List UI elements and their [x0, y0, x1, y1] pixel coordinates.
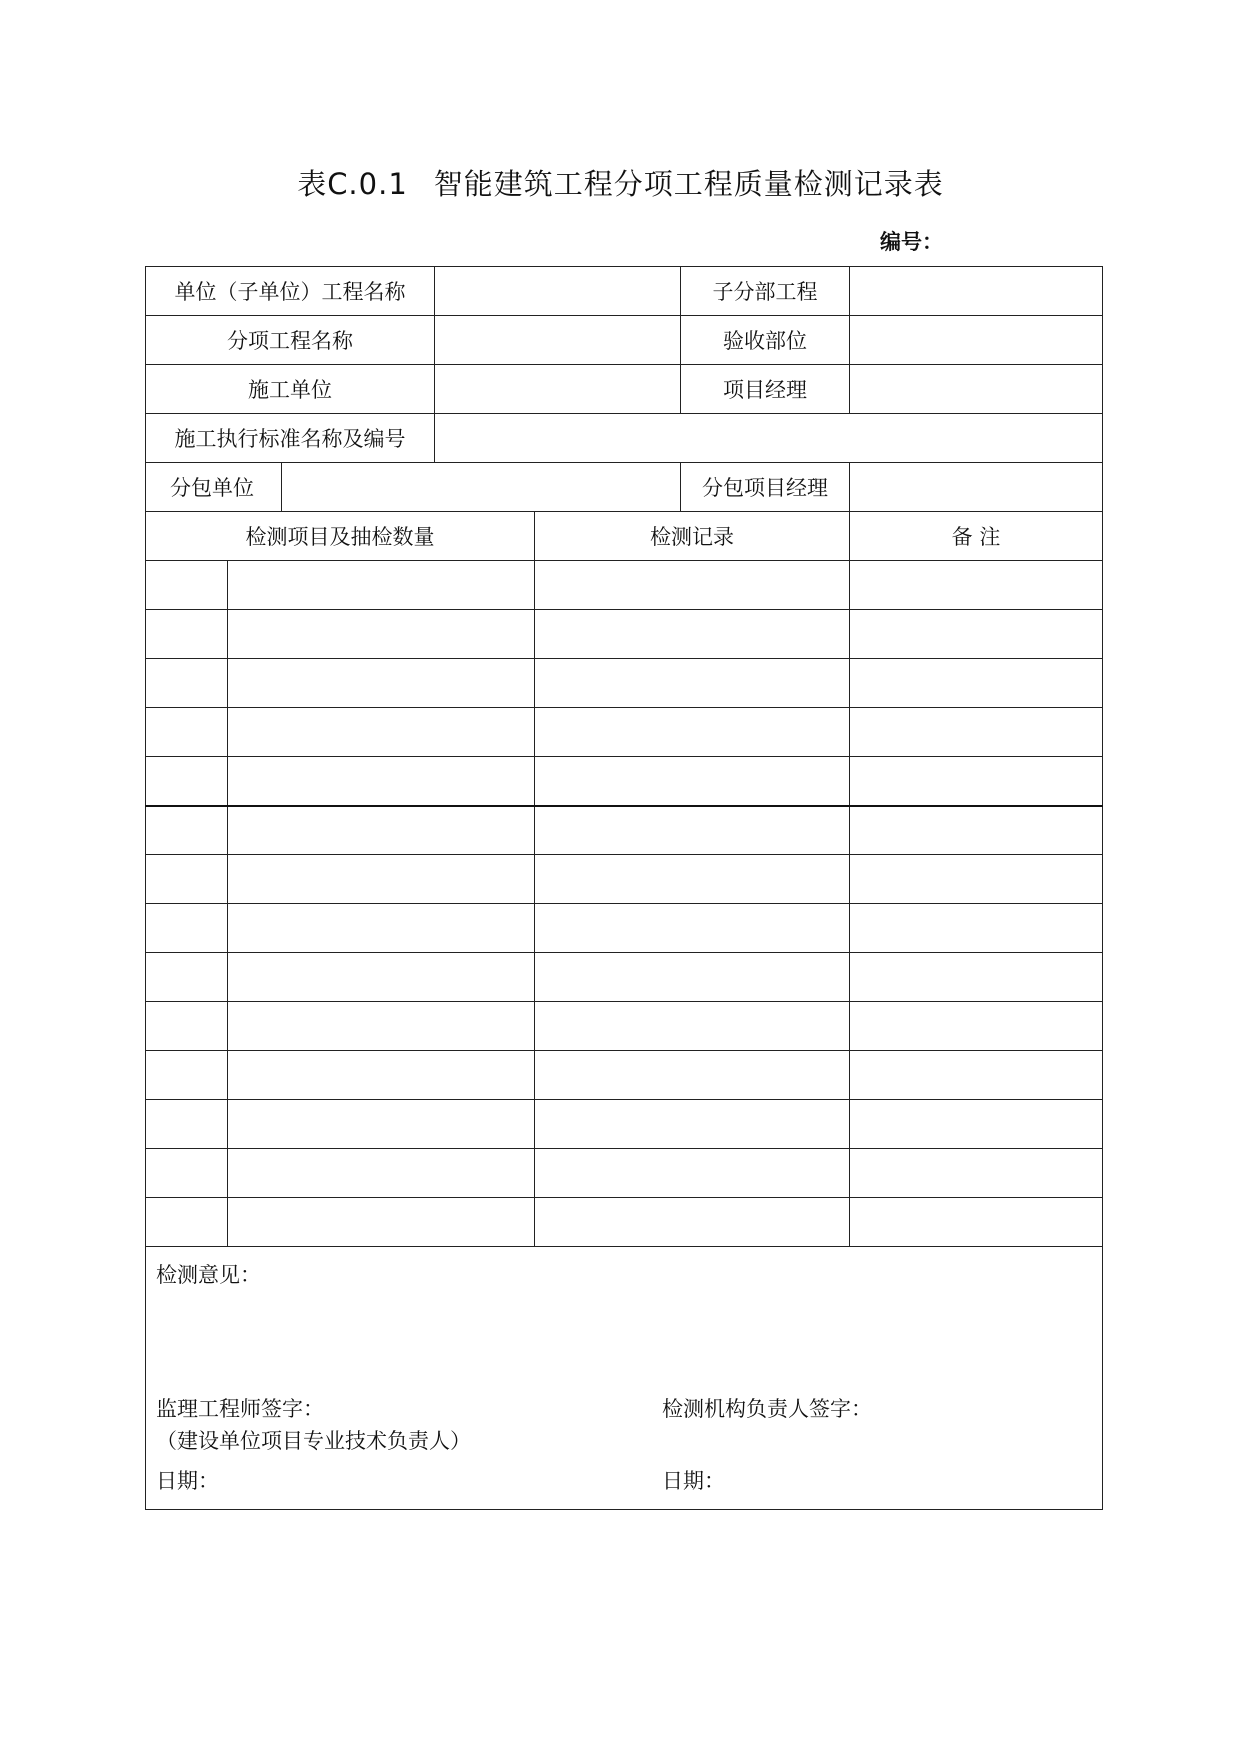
row-index-cell[interactable] — [146, 757, 228, 806]
table-row — [146, 561, 1103, 610]
page-title — [0, 162, 1241, 203]
row-sub-item-name — [146, 316, 1103, 365]
sub-item-name-label: 分项工程名称 — [146, 316, 435, 365]
row-index-cell[interactable] — [146, 1051, 228, 1100]
table-code: 表C.0.1 — [297, 167, 408, 201]
inspection-record-cell[interactable] — [535, 659, 850, 708]
inspection-item-cell[interactable] — [228, 757, 535, 806]
table-row — [146, 1051, 1103, 1100]
row-unit-project — [146, 267, 1103, 316]
standard-value[interactable] — [435, 414, 1103, 463]
record-rows — [146, 561, 1103, 1247]
inspection-record-cell[interactable] — [535, 757, 850, 806]
row-index-cell[interactable] — [146, 806, 228, 855]
table-row — [146, 1100, 1103, 1149]
remark-cell[interactable] — [850, 1198, 1103, 1247]
column-header-items: 检测项目及抽检数量 — [146, 512, 535, 561]
inspection-item-cell[interactable] — [228, 1002, 535, 1051]
remark-cell[interactable] — [850, 904, 1103, 953]
remark-cell[interactable] — [850, 659, 1103, 708]
row-index-cell[interactable] — [146, 855, 228, 904]
table-row — [146, 904, 1103, 953]
inspection-record-cell[interactable] — [535, 1002, 850, 1051]
row-index-cell[interactable] — [146, 708, 228, 757]
remark-cell[interactable] — [850, 1051, 1103, 1100]
standard-label: 施工执行标准名称及编号 — [146, 414, 435, 463]
row-index-cell[interactable] — [146, 1100, 228, 1149]
sub-division-value[interactable] — [850, 267, 1103, 316]
inspection-record-cell[interactable] — [535, 1100, 850, 1149]
subcontract-unit-value[interactable] — [282, 463, 681, 512]
inspection-item-cell[interactable] — [228, 1198, 535, 1247]
row-index-cell[interactable] — [146, 1198, 228, 1247]
inspection-record-cell[interactable] — [535, 1051, 850, 1100]
agency-sign-label: 检测机构负责人签字： — [662, 1397, 872, 1421]
column-header-records: 检测记录 — [535, 512, 850, 561]
inspection-record-cell[interactable] — [535, 855, 850, 904]
column-header-remarks: 备 注 — [850, 512, 1103, 561]
remark-cell[interactable] — [850, 1002, 1103, 1051]
inspection-item-cell[interactable] — [228, 659, 535, 708]
sub-division-label: 子分部工程 — [681, 267, 850, 316]
row-index-cell[interactable] — [146, 659, 228, 708]
inspection-record-cell[interactable] — [535, 953, 850, 1002]
remark-cell[interactable] — [850, 757, 1103, 806]
inspection-item-cell[interactable] — [228, 904, 535, 953]
row-subcontract — [146, 463, 1103, 512]
row-index-cell[interactable] — [146, 1002, 228, 1051]
inspection-record-cell[interactable] — [535, 708, 850, 757]
unit-project-value[interactable] — [435, 267, 681, 316]
row-index-cell[interactable] — [146, 904, 228, 953]
row-opinion — [146, 1247, 1103, 1510]
row-index-cell[interactable] — [146, 561, 228, 610]
construction-unit-label: 施工单位 — [146, 365, 435, 414]
inspection-item-cell[interactable] — [228, 855, 535, 904]
table-row — [146, 1198, 1103, 1247]
remark-cell[interactable] — [850, 610, 1103, 659]
subcontract-manager-label: 分包项目经理 — [681, 463, 850, 512]
table-row — [146, 1002, 1103, 1051]
remark-cell[interactable] — [850, 1149, 1103, 1198]
table-row — [146, 659, 1103, 708]
opinion-label: 检测意见： — [156, 1263, 261, 1287]
inspection-record-cell[interactable] — [535, 561, 850, 610]
inspection-record-cell[interactable] — [535, 1198, 850, 1247]
date-right-label: 日期： — [662, 1469, 725, 1493]
table-row — [146, 953, 1103, 1002]
remark-cell[interactable] — [850, 1100, 1103, 1149]
row-index-cell[interactable] — [146, 610, 228, 659]
table-row — [146, 1149, 1103, 1198]
serial-number-label: 编号： — [880, 230, 943, 254]
inspection-item-cell[interactable] — [228, 610, 535, 659]
table-row — [146, 855, 1103, 904]
inspection-item-cell[interactable] — [228, 806, 535, 855]
unit-project-label: 单位（子单位）工程名称 — [146, 267, 435, 316]
construction-unit-value[interactable] — [435, 365, 681, 414]
date-left-label: 日期： — [156, 1469, 219, 1493]
acceptance-part-value[interactable] — [850, 316, 1103, 365]
inspection-record-cell[interactable] — [535, 610, 850, 659]
supervisor-note: （建设单位项目专业技术负责人） — [156, 1429, 471, 1453]
inspection-item-cell[interactable] — [228, 1100, 535, 1149]
row-index-cell[interactable] — [146, 953, 228, 1002]
table-row — [146, 757, 1103, 806]
row-index-cell[interactable] — [146, 1149, 228, 1198]
column-header-row — [146, 512, 1103, 561]
inspection-record-table — [145, 266, 1103, 1510]
supervisor-sign-label: 监理工程师签字： — [156, 1397, 324, 1421]
subcontract-unit-label: 分包单位 — [146, 463, 282, 512]
inspection-record-cell[interactable] — [535, 806, 850, 855]
table-row — [146, 708, 1103, 757]
project-manager-value[interactable] — [850, 365, 1103, 414]
remark-cell[interactable] — [850, 561, 1103, 610]
sub-item-name-value[interactable] — [435, 316, 681, 365]
opinion-cell[interactable] — [146, 1247, 1103, 1510]
inspection-record-cell[interactable] — [535, 904, 850, 953]
subcontract-manager-value[interactable] — [850, 463, 1103, 512]
inspection-item-cell[interactable] — [228, 708, 535, 757]
inspection-item-cell[interactable] — [228, 561, 535, 610]
inspection-item-cell[interactable] — [228, 1051, 535, 1100]
table-name: 智能建筑工程分项工程质量检测记录表 — [433, 167, 944, 201]
remark-cell[interactable] — [850, 855, 1103, 904]
table-row — [146, 806, 1103, 855]
acceptance-part-label: 验收部位 — [681, 316, 850, 365]
remark-cell[interactable] — [850, 708, 1103, 757]
inspection-item-cell[interactable] — [228, 1149, 535, 1198]
project-manager-label: 项目经理 — [681, 365, 850, 414]
inspection-item-cell[interactable] — [228, 953, 535, 1002]
table-row — [146, 610, 1103, 659]
remark-cell[interactable] — [850, 806, 1103, 855]
inspection-record-cell[interactable] — [535, 1149, 850, 1198]
remark-cell[interactable] — [850, 953, 1103, 1002]
row-standard — [146, 414, 1103, 463]
row-construction-unit — [146, 365, 1103, 414]
